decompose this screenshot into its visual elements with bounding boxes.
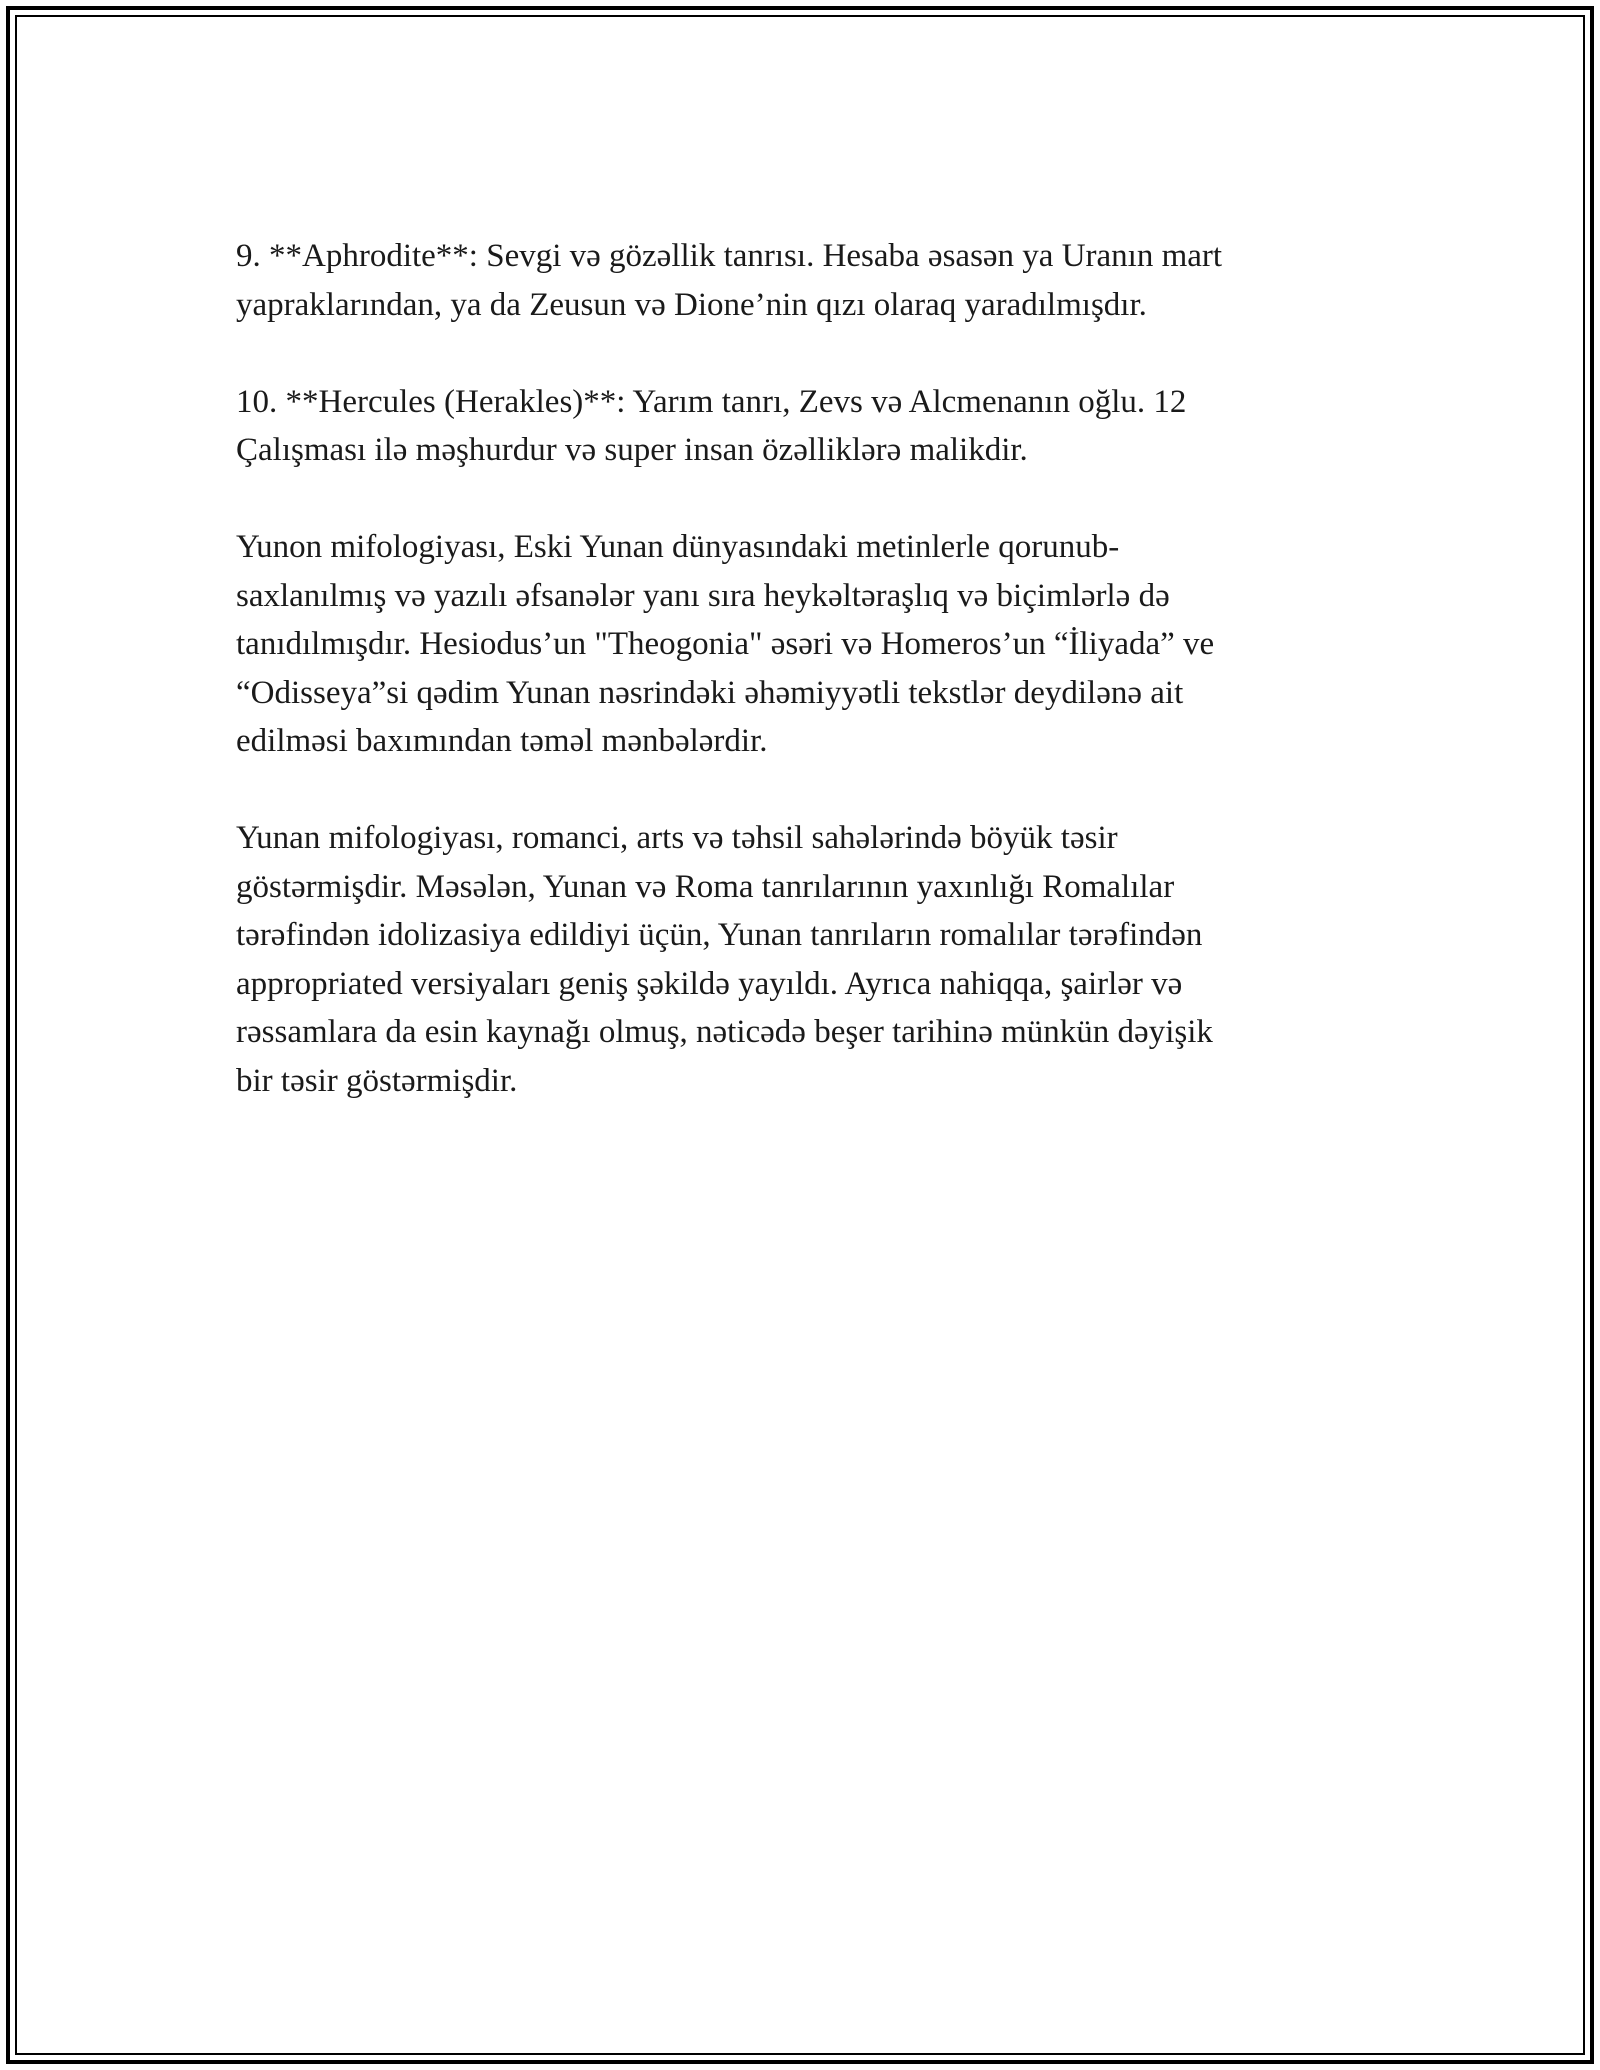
document-body (236, 232, 1356, 1154)
paragraph-hercules (236, 378, 1356, 475)
text-line: Yunan mifologiyası, romanci, arts və təhsil sahələrində böyük təsir (236, 820, 1118, 856)
text-line: rəssamlara da esin kaynağı olmuş, nəticədə beşer tarihinə münkün dəyişik (236, 1014, 1213, 1050)
text-line: tanıdılmışdır. Hesiodus’un "Theogonia" əsəri və Homeros’un “İliyada” ve (236, 626, 1215, 662)
text-line: Yunon mifologiyası, Eski Yunan dünyasındaki metinlerle qorunub- (236, 529, 1120, 565)
text-line: edilməsi baxımından təməl mənbələrdir. (236, 723, 768, 759)
text-line: 9. **Aphrodite**: Sevgi və gözəllik tanrısı. Hesaba əsasən ya Uranın mart (236, 238, 1223, 274)
text-line: tərəfindən idolizasiya edildiyi üçün, Yunan tanrıların romalılar tərəfindən (236, 917, 1203, 953)
paragraph-influence (236, 814, 1356, 1105)
text-line: Çalışması ilə məşhurdur və super insan özəlliklərə malikdir. (236, 432, 1028, 468)
text-line: bir təsir göstərmişdir. (236, 1062, 518, 1099)
text-line: appropriated versiyaları geniş şəkildə yayıldı. Ayrıca nahiqqa, şairlər və (236, 965, 1183, 1002)
text-line: yapraklarından, ya da Zeusun və Dione’nin qızı olaraq yaradılmışdır. (236, 286, 1147, 323)
text-line: saxlanılmış və yazılı əfsanələr yanı sıra heykəltəraşlıq və biçimlərlə də (236, 577, 1170, 614)
paragraph-aphrodite (236, 232, 1356, 329)
paragraph-sources (236, 523, 1356, 766)
text-line: 10. **Hercules (Herakles)**: Yarım tanrı, Zevs və Alcmenanın oğlu. 12 (236, 383, 1187, 420)
text-line: göstərmişdir. Məsələn, Yunan və Roma tanrılarının yaxınlığı Romalılar (236, 868, 1175, 905)
text-line: “Odisseya”si qədim Yunan nəsrindəki əhəmiyyətli tekstlər deydilənə ait (236, 674, 1184, 711)
